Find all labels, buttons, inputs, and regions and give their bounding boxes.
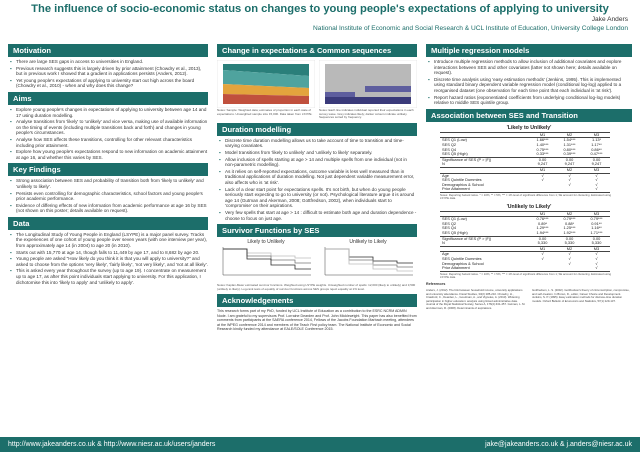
motivation-section	[8, 44, 208, 89]
list-item: ▪ Evidence of differing effects of new information from academic performance at age 16 by SES (not shown on this poster; details available on request).	[16, 203, 208, 214]
table-row: Prior Attainment √	[440, 266, 610, 271]
list-item: ▪ Introduce multiple regression methods to allow inclusion of additional covariates and explore interactions between SES and other covariates (latter not shown here; details available on request).	[434, 59, 632, 76]
author-affiliation: National Institute of Economic and Social Research & UCL Institute of Education, University College London	[313, 25, 628, 32]
survivor-title-right: Unlikely to Likely	[349, 239, 387, 246]
poster-header	[0, 0, 640, 38]
sequence-block-likely-first	[325, 86, 365, 92]
duration-list	[217, 138, 417, 221]
table-row: SES Quintile Dummies √ √ √	[442, 256, 598, 262]
column-left	[8, 44, 208, 288]
section-heading-motivation: Motivation	[8, 44, 208, 57]
list-item: ▪ Persists even controlling for demographic characteristics, school factors and young people's prior academic performance.	[16, 191, 208, 202]
data-section	[8, 217, 208, 285]
list-item: ▪ Model transitions from 'likely to unlikely' and 'unlikely to likely' separately.	[225, 150, 417, 156]
table-row: N 9,247 9,247 9,247	[442, 161, 602, 167]
table-row: Demographics & School √ √	[442, 181, 598, 187]
section-heading-key-findings: Key Findings	[8, 163, 208, 176]
table-row: Prior Attainment √	[440, 187, 610, 192]
table-row: Significance of SES (P > |F|) 0.00 0.00 0.00	[440, 157, 610, 162]
table-row: SES Quintile Dummies √ √ √	[442, 177, 598, 183]
table-row: SES Q2 0.89* 0.88* 0.91**	[442, 220, 602, 226]
footer-email-links[interactable]: jake@jakeanders.co.uk & j.anders@niesr.ac.uk	[485, 441, 632, 448]
column-middle	[217, 44, 417, 334]
table-header-cell: M3	[583, 132, 610, 138]
table-row: Significance of SES (P > |F|) 0.00 0.00 0.00	[440, 236, 610, 241]
list-item: ▪ This is asked every year throughout the survey (up to age 19). I concentrate on measurement up to age 17, as after this point individuals start applying to university. For this application, I dichotomise this into 'likely to apply' and 'unlikely to apply'.	[16, 268, 208, 285]
author-name: Jake Anders	[591, 16, 628, 23]
figure-caption: Notes: Each line indicates individual reported their expectations in each survey wave. Grey indicates likely; darker colours indicate unlikely. Sequences sorted by frequency.	[319, 108, 414, 120]
hazard-table-unlikely-to-likely	[440, 211, 610, 272]
table-header-cell: M3	[583, 211, 610, 217]
section-heading-survivor: Survivor Functions by SES	[217, 224, 417, 237]
table-header-cell: M1	[529, 132, 556, 138]
references-list	[426, 289, 632, 310]
table-header-cell: M2	[556, 246, 583, 252]
table-row: SES Q2 1.40*** 1.31*** 1.17**	[442, 141, 602, 147]
list-item: ▪ Discrete time duration modelling allows us to take account of time to transition and time-varying covariates.	[225, 138, 417, 149]
table-header-cell: M1	[529, 167, 556, 173]
survivor-title-left: Likely to Unlikely	[247, 239, 285, 246]
survivor-section	[217, 224, 417, 291]
table-row: SES Q5 (High) 0.33*** 0.39*** 0.47***	[442, 151, 603, 157]
table-title-unlikely-to-likely: 'Unlikely to Likely'	[506, 203, 552, 210]
survivor-figure-likely-to-unlikely	[217, 239, 315, 283]
section-heading-duration: Duration modelling	[217, 123, 417, 136]
list-item: ▪ Report hazard ratios (exponentiated coefficients from underlying conditional log-log models) relative to middle SES quintile group.	[434, 95, 632, 106]
list-item: ▪ The Longitudinal Study of Young People in England (LSYPE) is a major panel survey. Tracks the experiences of one cohort of young people over seven years (with one interview per year), from approximately age 14 (in 2004) to age 20 (in 2010).	[16, 232, 208, 249]
list-item: ▪ Yet young people's expectations of applying to university start out high across the board (Chowdry et al., 2010) - when and why does this change?	[16, 78, 208, 89]
sequence-figure	[319, 60, 417, 120]
section-heading-change: Change in expectations & Common sequences	[217, 44, 417, 57]
list-item: ▪ Lack of a clear start point for expectations spells. It's not birth, but when do young people seriously start expecting to go to university (or not). Psychological literature argue it is around age 14 (Gutman and Akerman, 2008; Gottfredson, 2002), when individuals start to 'compromise' on their aspirations.	[225, 187, 417, 209]
stacked-area-figure	[217, 60, 315, 120]
table-header-cell: M3	[583, 167, 610, 173]
list-item: ▪ Very few spells that start at age > 14 : difficult to estimate both age and duration dependence - choose to focus on just age.	[225, 210, 417, 221]
survivor-line-q5	[223, 249, 311, 258]
section-heading-acknowledgements: Acknowledgements	[217, 294, 417, 307]
table-header-cell: M1	[529, 246, 556, 252]
table-row: Age √ √ √	[442, 251, 598, 257]
aims-list	[8, 107, 208, 160]
survivor-figure-unlikely-to-likely	[319, 239, 417, 283]
data-list	[8, 232, 208, 285]
table-row: Demographics & School √ √	[442, 260, 598, 266]
change-charts	[217, 60, 417, 120]
figure-caption: Notes: Sample: Weighted data; estimates of proportion in each state of expectations. Unweighted sample size 15,000. Data taken from LSYPE.	[217, 108, 313, 116]
list-item: ▪ There are large SES gaps in access to universities in England.	[16, 59, 208, 65]
column-right	[426, 44, 632, 313]
multiple-regression-list	[426, 59, 632, 106]
sequence-block-unlikely-first	[325, 92, 355, 97]
section-heading-aims: Aims	[8, 92, 208, 105]
motivation-list	[8, 59, 208, 89]
table-header-cell: M2	[556, 132, 583, 138]
table-row: SES Q4 0.75*** 0.80*** 0.86**	[442, 146, 602, 152]
survivor-charts	[217, 239, 417, 283]
change-section	[217, 44, 417, 120]
survivor-line-q1	[223, 249, 311, 269]
list-item: ▪ Discrete time analysis using 'easy estimation methods' (Jenkins, 1995). This is implemented using standard binary dependent variable regression model (conditional log-log) applied to a reorganised dataset (one observation for each time point that each individual is 'at risk').	[434, 77, 632, 94]
references-column-right: Gottfredson, L. S. (2002). Gottfredson's theory of circumscription, compromise, and self-creation. In Brown, D., editor, Career Choice and Development. Jenkins, S. P. (1995). Easy estimation methods for discrete-time duration models. Oxford Bulletin of Economics and Statistics, 57(1):129-137.	[532, 288, 630, 303]
survivor-chart-right	[319, 245, 417, 279]
hazard-table-likely-to-unlikely	[440, 132, 610, 193]
references-heading: References	[426, 281, 446, 286]
table-header-cell: M2	[556, 167, 583, 173]
survivor-line-q1	[325, 249, 413, 263]
poster-footer	[0, 437, 640, 452]
table-note: Notes: Reporting hazard ratios. * = 10%; ** = 5%; *** = 1% level of significant difference from 1; SE account for clustering. Estimated using LSYPE data.	[440, 271, 612, 280]
list-item: ▪ Strong association between SES and probability of transition both from 'likely to unlikely' and 'unlikely to likely'.	[16, 178, 208, 189]
table-header-cell: M2	[556, 211, 583, 217]
survivor-chart-left	[217, 245, 315, 279]
section-heading-association: Association between SES and Transition	[426, 109, 632, 122]
survivor-caption: Notes: Kaplan-Meier estimated survivor functions. Weighted using LSYPE weights. Unweighted number of spells: 12,000 (likely to unlikely) and 3,500 (unlikely to likely). Log-rank tests of equality of survivor functions across SES groups reject equality at 1% level.	[217, 283, 416, 291]
list-item: ▪ Analyse transitions from 'likely' to 'unlikely' and vice versa, making use of available information on the timing of events (including multiple transitions back and forth) and changes in young people's circumstances.	[16, 119, 208, 136]
table-header-cell: M3	[583, 246, 610, 252]
acknowledgements-section	[217, 294, 417, 331]
sequence-block-likely-later	[355, 92, 411, 97]
references-section	[426, 283, 632, 311]
table-note: Notes: Reporting hazard ratios. * = 10%; ** = 5%; *** = 1% level of significant difference from 1; SE account for clustering. Estimated using LSYPE data.	[440, 192, 612, 201]
aims-section	[8, 92, 208, 160]
survivor-line-q3	[223, 249, 311, 263]
table-title-likely-to-unlikely: 'Likely to Unlikely'	[506, 124, 552, 131]
table-row: Age √ √ √	[442, 172, 598, 178]
table-row: SES Q5 (High) 1.94*** 1.92*** 1.71***	[442, 230, 603, 236]
references-column-left: Anders, J. (2012). The link between household income, university applications and university attendance. Fiscal Studies, 33(2):185-210. Chowdry, H., Crawford, C., Dearden, L., Goodman, A., and Vignoles, A. (2013). Widening participation in higher education: analysis using linked administrative data. Journal of the Royal Statistical Society, Series A, 176(2):431-457. Gutman, L. M. and Akerman, R. (2008). Determinants of aspirations.	[426, 288, 526, 310]
list-item: ▪ Analyse how SES affects these transitions, controlling for other relevant characteristics including prior attainment.	[16, 137, 208, 148]
key-findings-section	[8, 163, 208, 214]
list-item: ▪ Allow inclusion of spells starting at age > 14 and multiple spells from one individual (not in non-parametric modelling).	[225, 157, 417, 168]
sequence-index-plot	[319, 60, 417, 108]
section-heading-multiple-regression: Multiple regression models	[426, 44, 632, 57]
footer-website-links[interactable]: http://www.jakeanders.co.uk & http://www.niesr.ac.uk/users/janders	[8, 441, 216, 448]
multiple-regression-section	[426, 44, 632, 106]
table-row: SES Q1 (Low) 1.66*** 1.54*** 1.13*	[442, 137, 602, 143]
list-item: ▪ Young people are asked "How likely do you think it is that you will apply to university?" and asked to choose from the options 'very likely', 'fairly likely', 'not very likely', and 'not at all likely'.	[16, 256, 208, 267]
acknowledgements-text: This research forms part of my PhD, funded by UCL Institute of Education as a contribution to the ESRC NCRM ADMIN Node. I am grateful to my supervisors Prof. Lorraine Dearden and Prof. John Micklewright. This paper has also benefited from comments from participants at the SAERA conference 2014, Fellows of the Jacobs Foundation Marbach meeting, attendees at the WPEG conference 2014 and members of the Teach First policy team. The National Institute of Economic and Social Research kindly funded my attendance at EALE/SOLE Conference 2015.	[217, 309, 417, 331]
list-item: ▪ Explore how young people's expectations respond to new information on academic attainment at age 16, and whether this varies by SES.	[16, 149, 208, 160]
table-header-cell: M1	[529, 211, 556, 217]
poster-title: The influence of socio-economic status on changes to young people's expectations of applying to university	[31, 3, 609, 15]
association-section	[426, 109, 632, 280]
key-findings-list	[8, 178, 208, 214]
list-item: ▪ Explore young people's changes in expectations of applying to university between age 14 and 17 using duration modelling.	[16, 107, 208, 118]
table-row: SES Q1 (Low) 0.76*** 0.79*** 0.79***	[442, 216, 603, 222]
table-row: SES Q4 1.29*** 1.25*** 1.16**	[442, 225, 602, 231]
sequence-block-unlikely-later	[365, 86, 411, 92]
list-item: ▪ Previous research suggests this is largely driven by prior attainment (Chowdry et al., 2013), but in previous work I showed that a gradient in applications persists (Anders, 2012).	[16, 66, 208, 77]
sequence-block-always-unlikely	[325, 97, 411, 104]
section-heading-data: Data	[8, 217, 208, 230]
stacked-area-chart	[217, 60, 315, 108]
table-row: N 5,330 5,330 5,330	[442, 240, 602, 246]
list-item: ▪ As it relies on self-reported expectations, outcome variable is less well measured than in traditional applications of duration modelling. Not just dependent variable measurement error, also affects who is 'at risk'.	[225, 169, 417, 186]
sequence-block-always-likely	[325, 64, 411, 86]
duration-section	[217, 123, 417, 221]
list-item: ▪ Starts out with 15,770 at age 14, though falls to 11,449 by age 17, and to 8,682 by age 20.	[16, 250, 208, 256]
